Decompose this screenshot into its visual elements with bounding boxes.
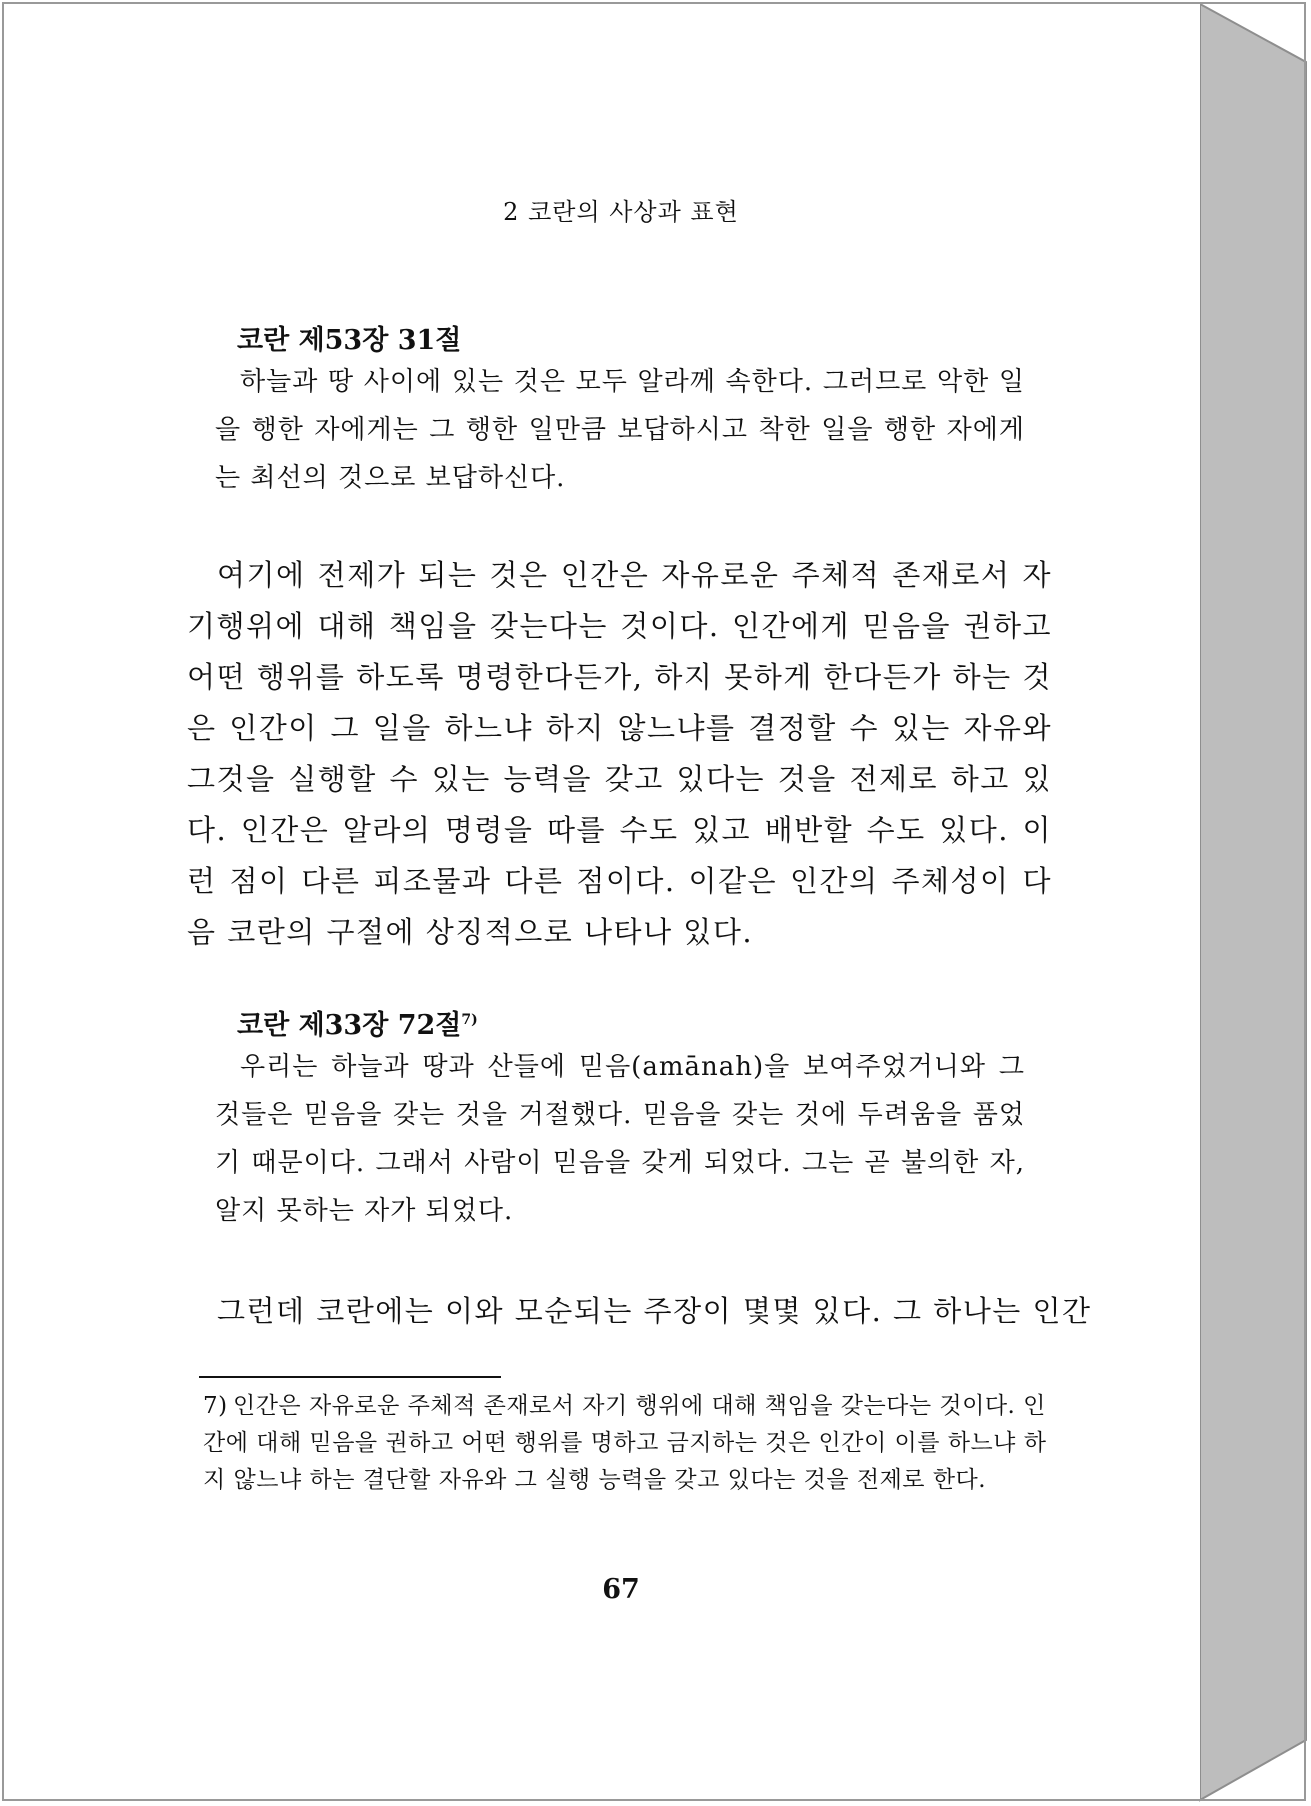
footnote-marker: 7) (203, 1393, 228, 1419)
body-paragraph: 여기에 전제가 되는 것은 인간은 자유로운 주체적 존재로서 자기행위에 대해 책임을 갖는다는 것이다. 인간에게 믿음을 권하고 어떤 행위를 하도록 명령한다든가, 하지 못하게 한다든가 하는 것은 인간이 그 일을 하느냐 하지 않느냐를 결정할 수 있는 자유와 그것을 실행할 수 있는 능력을 갖고 있다는 것을 전제로 하고 있다. 인간은 알라의 명령을 따를 수도 있고 배반할 수도 있다. 이런 점이 다른 피조물과 다른 점이다. 이같은 인간의 주체성이 다음 코란의 구절에 상징적으로 나타나 있다. (187, 558, 1052, 949)
footnote-rule (199, 1376, 501, 1378)
quote-title-33-72 (237, 1003, 478, 1042)
quote-title-53-31: 코란 제53장 31절 (237, 325, 462, 356)
footnote (203, 1388, 1053, 1499)
quote-body-53-31: 하늘과 땅 사이에 있는 것은 모두 알라께 속한다. 그러므로 악한 일을 행한 자에게는 그 행한 일만큼 보답하시고 착한 일을 행한 자에게는 최선의 것으로 보답하신다. (215, 367, 1025, 493)
running-head: 2 코란의 사상과 표현 (503, 198, 739, 226)
quote-body-33-72: 우리는 하늘과 땅과 산들에 믿음(amānah)을 보여주었거니와 그것들은 믿음을 갖는 것을 거절했다. 믿음을 갖는 것에 두려움을 품었기 때문이다. 그래서 사람이 믿음을 갖게 되었다. 그는 곧 불의한 자, 알지 못하는 자가 되었다. (215, 1052, 1025, 1226)
body-paragraph-continued: 그런데 코란에는 이와 모순되는 주장이 몇몇 있다. 그 하나는 인간 (217, 1294, 1092, 1328)
quote-title-text: 코란 제33장 72절 (237, 1010, 462, 1041)
footnote-reference: 7) (461, 1012, 478, 1028)
page-number: 67 (602, 1574, 640, 1605)
footnote-text: 인간은 자유로운 주체적 존재로서 자기 행위에 대해 책임을 갖는다는 것이다. 인간에 대해 믿음을 권하고 어떤 행위를 명하고 금지하는 것은 인간이 이를 하느냐 하지 않느냐 하는 결단할 자유와 그 실행 능력을 갖고 있다는 것을 전제로 한다. (203, 1393, 1047, 1493)
